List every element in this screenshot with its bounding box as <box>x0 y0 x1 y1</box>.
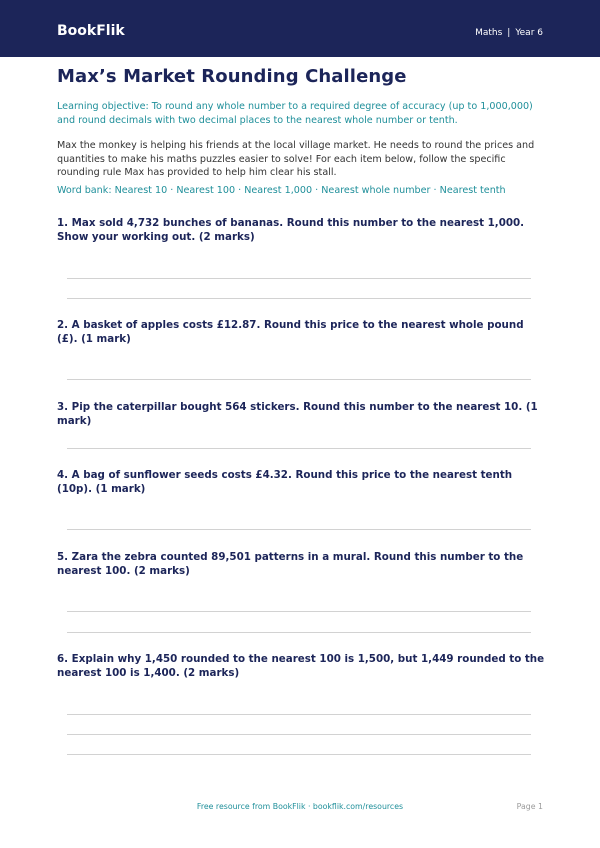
answer-line[interactable] <box>67 754 531 755</box>
question-5: 5. Zara the zebra counted 89,501 patterns in a mural. Round this number to the nearest 100. (2 marks) <box>57 551 524 577</box>
answer-line[interactable] <box>67 734 531 735</box>
page-header <box>0 0 600 57</box>
word-bank: Word bank: Nearest 10 · Nearest 100 · Nearest 1,000 · Nearest whole number · Nearest tenth <box>57 185 506 196</box>
answer-line[interactable] <box>67 632 531 633</box>
separator: | <box>507 28 511 38</box>
answer-line[interactable] <box>67 298 531 299</box>
page-number: Page 1 <box>516 802 543 811</box>
question-4: 4. A bag of sunflower seeds costs £4.32. Round this price to the nearest tenth (10p). (1 mark) <box>57 469 513 495</box>
question-2: 2. A basket of apples costs £12.87. Round this price to the nearest whole pound (£). (1 mark) <box>57 319 524 345</box>
answer-line[interactable] <box>67 379 531 380</box>
answer-line[interactable] <box>67 529 531 530</box>
subject-year-label <box>475 28 543 38</box>
worksheet-title: Max’s Market Rounding Challenge <box>57 66 407 87</box>
footer-credit: Free resource from BookFlik · bookflik.com/resources <box>196 802 404 811</box>
question-1: 1. Max sold 4,732 bunches of bananas. Round this number to the nearest 1,000. Show your working out. (2 marks) <box>57 217 525 243</box>
answer-line[interactable] <box>67 448 531 449</box>
year-label: Year 6 <box>515 28 543 38</box>
question-3: 3. Pip the caterpillar bought 564 stickers. Round this number to the nearest 10. (1 mark) <box>57 401 538 427</box>
answer-line[interactable] <box>67 278 531 279</box>
answer-line[interactable] <box>67 611 531 612</box>
subject-label: Maths <box>475 28 503 38</box>
learning-objective: Learning objective: To round any whole number to a required degree of accuracy (up to 1,000,000) and round decimals with two decimal places to the nearest whole number or tenth. <box>57 101 533 126</box>
question-6: 6. Explain why 1,450 rounded to the nearest 100 is 1,500, but 1,449 rounded to the nearest 100 is 1,400. (2 marks) <box>57 653 545 679</box>
answer-line[interactable] <box>67 714 531 715</box>
intro-paragraph: Max the monkey is helping his friends at the local village market. He needs to round the prices and quantities to make his maths puzzles easier to solve! For each item below, follow the specific rounding rule Max has provided to help him clear his stall. <box>57 140 535 178</box>
brand-logo: BookFlik <box>57 23 125 39</box>
